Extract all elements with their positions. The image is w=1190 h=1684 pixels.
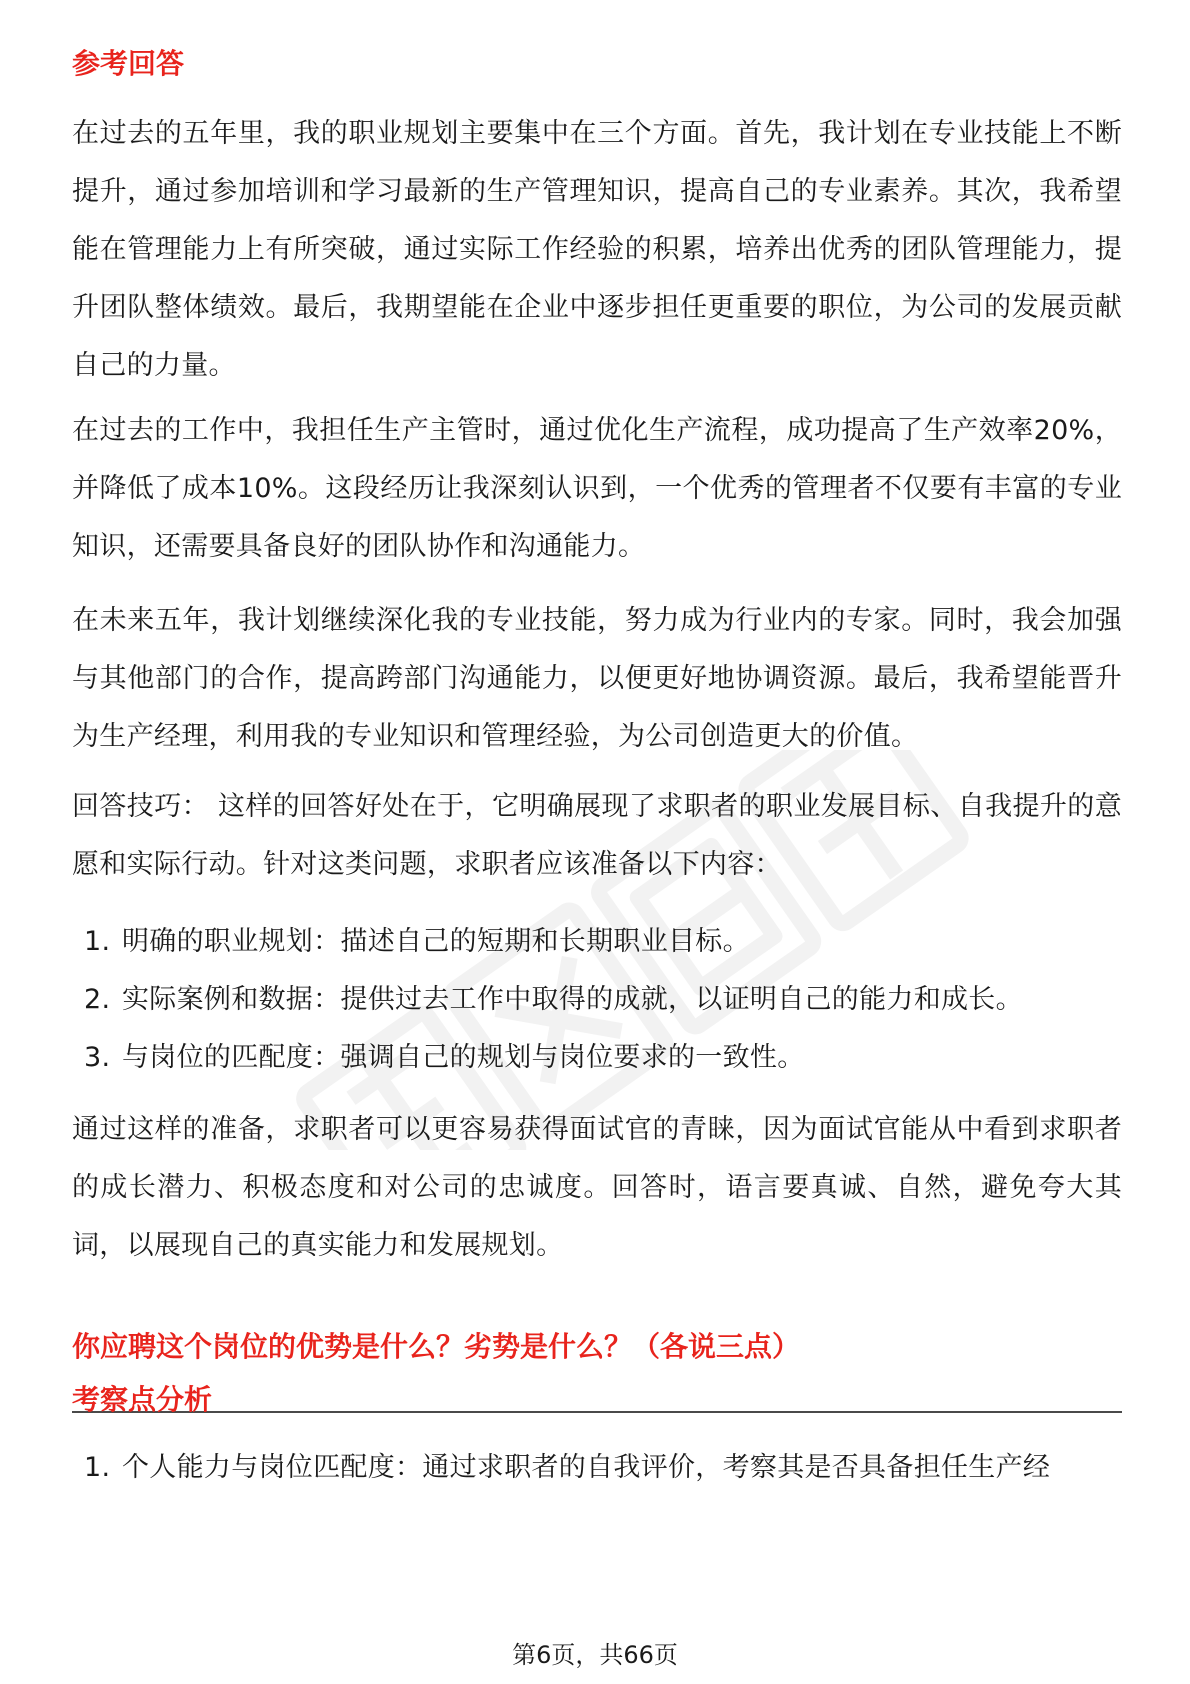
list-item-text: 实际案例和数据：提供过去工作中取得的成就，以证明自己的能力和成长。 bbox=[122, 984, 1023, 1015]
list-item-number: 1. bbox=[84, 1452, 111, 1483]
section-divider bbox=[72, 1411, 1122, 1413]
list-item-number: 1. bbox=[84, 926, 111, 957]
paragraph-career-plan: 在过去的五年里，我的职业规划主要集中在三个方面。首先，我计划在专业技能上不断提升，通过参加培训和学习最新的生产管理知识，提高自己的专业素养。其次，我希望能在管理能力上有所突破，通过实际工作经验的积累，培养出优秀的团队管理能力，提升团队整体绩效。最后，我期望能在企业中逐步担任更重要的职位，为公司的发展贡献自己的力量。 bbox=[72, 118, 1122, 381]
list-item-number: 2. bbox=[84, 984, 111, 1015]
paragraph-future-plan: 在未来五年，我计划继续深化我的专业技能，努力成为行业内的专家。同时，我会加强与其他部门的合作，提高跨部门沟通能力，以便更好地协调资源。最后，我希望能晋升为生产经理，利用我的专业知识和管理经验，为公司创造更大的价值。 bbox=[72, 605, 1122, 752]
list-item-text: 个人能力与岗位匹配度：通过求职者的自我评价，考察其是否具备担任生产经 bbox=[122, 1452, 1051, 1483]
section-heading-analysis: 考察点分析 bbox=[72, 1383, 213, 1416]
list-item bbox=[84, 971, 1122, 1029]
list-item bbox=[84, 913, 1122, 971]
tips-list bbox=[84, 913, 1122, 1087]
paragraph-answer-tips: 回答技巧： 这样的回答好处在于，它明确展现了求职者的职业发展目标、自我提升的意愿和实际行动。针对这类问题，求职者应该准备以下内容： bbox=[72, 791, 1122, 880]
list-item bbox=[84, 1029, 1122, 1087]
list-item-text: 与岗位的匹配度：强调自己的规划与岗位要求的一致性。 bbox=[122, 1042, 805, 1073]
list-item-text: 明确的职业规划：描述自己的短期和长期职业目标。 bbox=[122, 926, 750, 957]
paragraph-past-experience: 在过去的工作中，我担任生产主管时，通过优化生产流程，成功提高了生产效率20%，并降低了成本10%。这段经历让我深刻认识到，一个优秀的管理者不仅要有丰富的专业知识，还需要具备良好的团队协作和沟通能力。 bbox=[72, 415, 1122, 562]
analysis-list bbox=[84, 1439, 1122, 1497]
list-item bbox=[84, 1439, 1122, 1497]
section-heading-reference-answer: 参考回答 bbox=[72, 47, 185, 80]
question-heading: 你应聘这个岗位的优势是什么？劣势是什么？（各说三点） bbox=[72, 1330, 801, 1363]
document-page bbox=[72, 0, 1122, 1684]
list-item-number: 3. bbox=[84, 1042, 111, 1073]
page-number-footer: 第6页，共66页 bbox=[512, 1641, 678, 1669]
paragraph-closing: 通过这样的准备，求职者可以更容易获得面试官的青睐，因为面试官能从中看到求职者的成长潜力、积极态度和对公司的忠诚度。回答时，语言要真诚、自然，避免夸大其词，以展现自己的真实能力和发展规划。 bbox=[72, 1114, 1122, 1261]
